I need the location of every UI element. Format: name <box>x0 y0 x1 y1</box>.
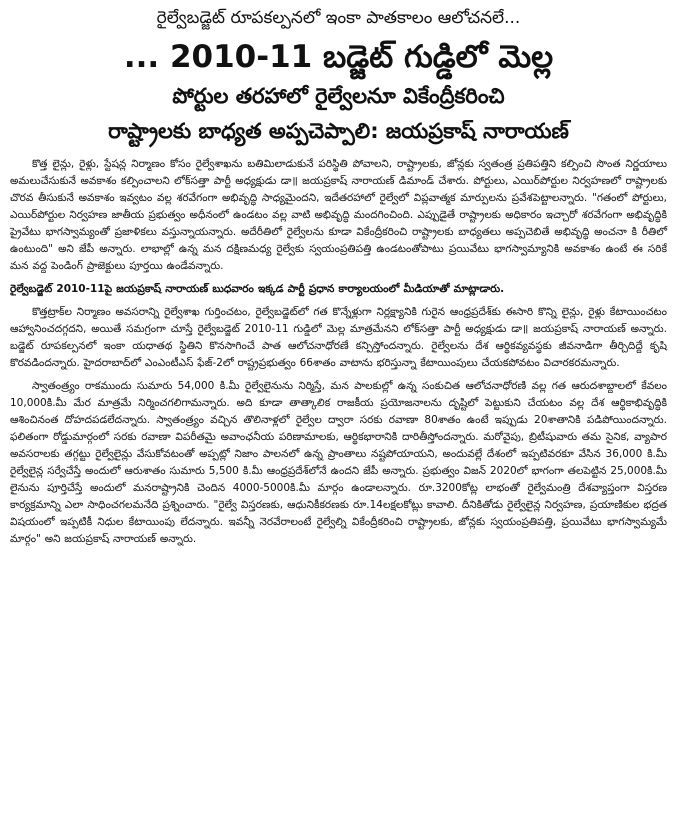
article-paragraph-1: కొత్త లైన్లు, రైళ్లు, స్టేషన్ల నిర్మాణం కోసం రైల్వేశాఖను బతిమిలాడుకునే పరిస్థితి పోవాలని, రాష్ట్రాలకు, జోన్లకు స్వతంత్ర ప్రతిపత్తిని కల్పించి సొంత నిర్ణయాలు అమలుచేసుకునే అవకాశం కల్పించాలని లోక్‌సత్తా పార్టీ అధ్యక్షుడు డా॥ జయప్రకాష్ నారాయణ్ డిమాండ్ చేశారు. పోర్టులు, ఎయిర్‌పోర్టుల నిర్వహణలో రాష్ట్రాలకు చొరవ తీసుకునే అవకాశం ఇవ్వటం వల్ల శరవేగంగా అభివృద్ధి సాధ్యమైందని, ఇదేతరహాలో రైల్వేలో విప్లవాత్మక మార్పులను ప్రవేశపెట్టాలన్నారు. "గతంలో పోర్టులు, ఎయిర్‌పోర్టుల నిర్వహణ జాతీయ ప్రభుత్వం అధీనంలో ఉండటం వల్ల వాటి అభివృద్ధి మందగించింది. ఎప్పుడైతే రాష్ట్రాలకు అధికారం ఇచ్చారో శరవేగంగా అభివృద్ధికి ప్రైవేటు భాగస్వామ్యంతో ప్రజాళికలు వస్తున్నాయన్నారు. అదేరీతిలో రైల్వేలను కూడా వికేంద్రీకరించి రాష్ట్రాలకు బాధ్యతలు అప్పచెబితే అభివృద్ధి అంచనా కి రీతిలో ఉంటుంది" అని జేపీ అన్నారు. లాభాల్లో ఉన్న మన దక్షిణమధ్య రైల్వేకు స్వయంప్రతిపత్తి ఉండటంతోపాటు ప్రయివేటు భాగస్వామ్యానికి అవకాశం ఉంటే ఈ సరికే మన వద్ద పెండింగ్ ప్రాజెక్టులు పూర్తయి ఉండేవన్నారు. <box>10 158 667 272</box>
article-paragraph-2: రైల్వేబడ్జెట్ 2010-11పై జయప్రకాష్ నారాయణ్ బుధవారం ఇక్కడ పార్టీ ప్రధాన కార్యాలయంలో మీడియాతో మాట్లాడారు. <box>10 283 505 295</box>
article-paragraph-4: స్వాతంత్ర్యం రాకముందు సుమారు 54,000 కి.మీ రైల్వేలైనును నిర్మిస్తే, మన పాలకుల్లో ఉన్న సంకుచిత ఆలోచనాధోరణి వల్ల గత ఆరుదశాబ్దాలలో కేవలం 10,000కి.మీ మేర మాత్రమే నిర్మించగలిగామన్నారు. అది కూడా తాత్కాలిక రాజకీయ ప్రయోజనాలను దృష్టిలో పెట్టుకుని చేయటం వల్ల దేశ ఆర్థికాభివృద్ధికి ఆశించినంత దోహదపడలేదన్నారు. స్వాతంత్ర్యం వచ్చిన తొలినాళ్లలో రైల్వేల ద్వారా సరకు రవాణా 80శాతం ఉంటే ఇప్పుడు 20శాతానికి పడిపోయిందన్నారు. ఫలితంగా రోడ్డుమార్గంలో సరకు రవాణా విపరీతమై అవాంఛనీయ పరిణామాలకు, ఆర్థికభారానికి దారితీస్తోందన్నారు. మరోవైపు, బ్రిటీషువారు తమ సైనిక, వ్యాపార అవసరాలకు తగ్గట్టు రైల్వేలైన్లు వేసుకోవటంతో అప్పట్లో నిజాం పాలనలో ఉన్న ప్రాంతాలు నష్టపోయాయని, అందువల్లే దేశంలో ఇప్పటివరకూ వేసిన 36,000 కి.మీ రైల్వేలైన్ల సర్వేచేస్తే అందులో ఆరుశాతం సుమారు 5,500 కి.మీ ఆంధ్రప్రదేశ్‌లోనే ఉందని జేపీ అన్నారు. ప్రభుత్వం విజన్ 2020లో భాగంగా తలపెట్టిన 25,000కి.మీ లైనును పూర్తిచేస్తే అందులో మనరాష్ట్రానికి చెందిన 4000-5000కి.మీ మార్గం ఉండాలన్నారు. రూ.3200కోట్ల లాభంతో రైల్వేమంత్రి దేశవ్యాప్తంగా విస్తరణ కార్యక్రమాన్ని ఎలా సాధించగలమనేది ప్రశ్నించారు. "రైల్వే విస్తరణకు, ఆధునికీకరణకు రూ.14లక్షలకోట్లు కావాలి. దీనికితోడు రైల్వేలైన్ల నిర్వహణ, ప్రయాణికుల భద్రత విషయంలో ఇప్పటికీ నిధుల కేటాయింపు లేదన్నారు. ఇవన్నీ నెరవేరాలంటే రైల్వేల్ని వికేంద్రీకరించి రాష్ట్రాలకు, జోన్లకు స్వయంప్రతిపత్తి, ప్రయివేటు భాగస్వామ్యమే మార్గం" అని జయప్రకాష్ నారాయణ్ అన్నారు. <box>10 380 667 545</box>
article-body <box>10 156 667 548</box>
article-paragraph-3: కొత్తట్రాక్‌ల నిర్మాణం అవసరాన్ని రైల్వేశాఖ గుర్తించటం, రైల్వేబడ్జెట్‌లో గత కొన్నేళ్లుగా నిర్లక్ష్యానికి గురైన ఆంధ్రప్రదేశ్‌కు ఈసారి కొన్ని లైన్లు, రైళ్లు కేటాయించటం ఆహ్వానించదగ్గదని, అయితే సమగ్రంగా చూస్తే రైల్వేబడ్జెట్ 2010-11 గుడ్డిలో మెల్ల మాత్రమేనని లోక్‌సత్తా పార్టీ అధ్యక్షుడు డా॥ జయప్రకాష్ నారాయణ్ అన్నారు. బడ్జెట్ రూపకల్పనలో ఇంకా యధాతథ స్థితిని కొనసాగించే పాత ఆలోచనాధోరణే కన్పిస్తోందన్నారు. రైల్వేలను దేశ ఆర్థికవ్యవస్థకు జీవనాడిగా తీర్చిదిద్దే కృషి కొరవడిందన్నారు. హైదరాబాద్‌లో ఎంఎంటీఎస్ ఫేజ్-2లో రాష్ట్రప్రభుత్వం 66శాతం వాటాను భరిస్తున్నా కేటాయింపులు చేయకపోవటం విచారకరమన్నారు. <box>10 306 667 369</box>
subhead-line-1: పోర్టుల తరహాలో రైల్వేలనూ వికేంద్రీకరించి <box>172 84 505 108</box>
kicker-headline: రైల్వేబడ్జెట్ రూపకల్పనలో ఇంకా పాతకాలం ఆలోచనలే... <box>156 8 521 28</box>
subhead-line-2: రాష్ట్రాలకు బాధ్యత అప్పచెప్పాలి: జయప్రకాష్ నారాయణ్ <box>108 119 569 143</box>
main-headline: ... 2010-11 బడ్జెట్ గుడ్డిలో మెల్ల <box>123 39 554 75</box>
